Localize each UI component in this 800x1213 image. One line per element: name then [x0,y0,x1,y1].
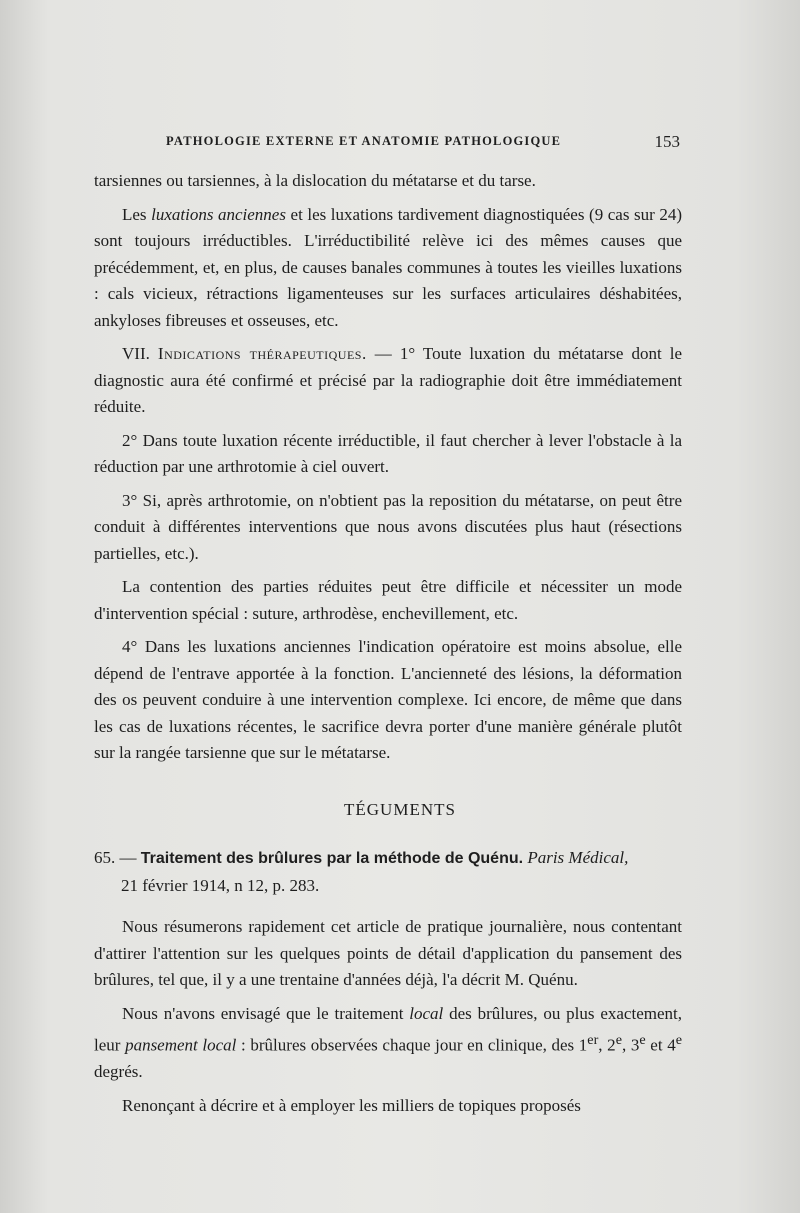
paragraph-text: et les luxations tardivement diagnostiquées (9 cas sur 24) sont toujours irréductibles. L'irréductibilité relève ici des mêmes causes que précédemment, et, en plus, de causes banales communes à toutes les vieilles luxations : cals vicieux, rétractions ligamenteuses sur les surfaces articulaires déshabitées, ankyloses fibreuses et osseuses, etc. [94,204,682,330]
paragraph-text: Nous n'avons envisagé que le traitement [122,1003,410,1023]
paragraph [94,914,682,994]
paragraph-text: 2° Dans toute luxation récente irréductible, il faut chercher à lever l'obstacle à la réduction par une arthrotomie à ciel ouvert. [94,430,682,476]
paragraph-text: et 4 [645,1035,676,1055]
paragraph [94,341,682,421]
page-number: 153 [654,132,680,151]
body-text-lower [94,914,682,1126]
running-head [94,134,684,156]
superscript: e [615,1032,622,1048]
superscript: e [675,1032,683,1048]
emphasis-text: pansement local [125,1035,237,1055]
paragraph [94,634,682,767]
paragraph [94,574,682,627]
paragraph-text: Renonçant à décrire et à employer les milliers de topiques proposés [122,1095,581,1115]
section-heading: TÉGUMENTS [344,800,456,819]
paragraph [94,488,682,568]
paragraph-text: Nous résumerons rapidement cet article de pratique journalière, nous contentant d'attirer l'attention sur les quelques points de détail d'application du pansement des brûlures, tel que, il y a une trentaine d'années déjà, l'a décrit M. Quénu. [94,917,682,989]
paragraph-text: Les [122,204,152,224]
superscript: e [639,1032,646,1048]
reference-journal: Paris Médical, [527,848,629,867]
paragraph-text: — 1° Toute luxation du métatarse dont le diagnostic aura été confirmé et précisé par la radiographie doit être immédiatement réduite. [94,344,683,416]
emphasis-text: local [409,1003,444,1023]
paragraph-text: tarsiennes ou tarsiennes, à la dislocation du métatarse et du tarse. [94,171,536,190]
reference-number: 65. — [94,848,141,867]
reference-details: 21 février 1914, n 12, p. 283. [121,875,320,895]
paragraph [94,1001,682,1086]
emphasis-text: luxations anciennes [151,204,286,224]
section-title: Indications thérapeutiques. [157,344,367,363]
paragraph [94,1093,682,1120]
paragraph [94,428,682,481]
paragraph [94,202,682,335]
section-number: VII. [122,344,158,363]
paragraph-text: des brûlures, ou plus exactement, leur [94,1003,682,1055]
paragraph-text: degrés. [94,1062,143,1082]
paragraph-text: , 2 [598,1035,616,1055]
paragraph-text: 3° Si, après arthrotomie, on n'obtient pas la reposition du métatarse, on peut être conduit à différentes interventions que nous avons discutées plus haut (résections partielles, etc.). [94,490,682,563]
reference-title: Traitement des brûlures par la méthode de Quénu. [140,850,524,867]
reference-line [94,845,682,873]
superscript: er [587,1032,599,1048]
paragraph [94,168,682,195]
reference-entry [94,845,682,899]
running-title: PATHOLOGIE EXTERNE ET ANATOMIE PATHOLOGIQUE [166,134,562,148]
paragraph-text: 4° Dans les luxations anciennes l'indication opératoire est moins absolue, elle dépend de l'entrave apportée à la fonction. L'ancienneté des lésions, la déformation des os peuvent conduire à une intervention complexe. Ici encore, de même que dans les cas de luxations récentes, le sacrifice devra porter d'une manière générale plutôt sur la rangée tarsienne que sur le métatarse. [94,637,682,762]
paragraph-text: : brûlures observées chaque jour en clinique, des 1 [236,1035,588,1055]
paragraph-text: La contention des parties réduites peut être difficile et nécessiter un mode d'intervention spécial : suture, arthrodèse, enchevillement, etc. [94,577,682,623]
body-text-upper [94,168,682,774]
paragraph-text: , 3 [621,1035,640,1055]
